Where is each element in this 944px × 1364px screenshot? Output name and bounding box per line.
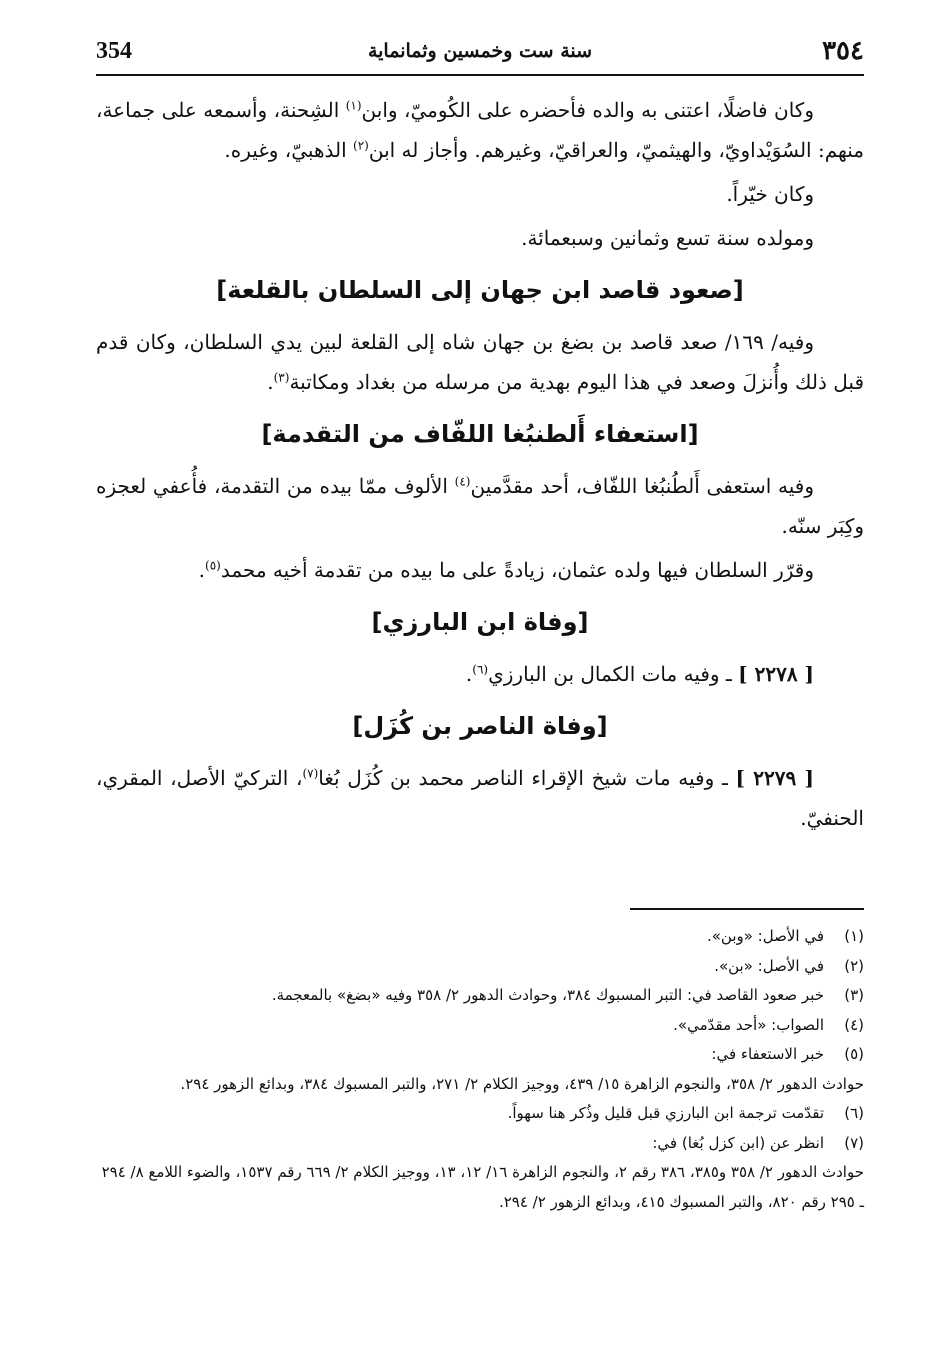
footnote: (٣) خبر صعود القاصد في: التبر المسبوك ٣٨٤، وحوادث الدهور ٢/ ٣٥٨ وفيه «بضغ» بالمعجمة. <box>271 986 864 1004</box>
paragraph: وقرّر السلطان فيها ولده عثمان، زيادةً على ما بيده من تقدمة أخيه محمد$^{(٥)}$. <box>198 558 814 582</box>
footnote-continuation: حوادث الدهور ٢/ ٣٥٨ و٣٨٥، ٣٨٦ رقم ٢، والنجوم الزاهرة ١٦/ ١٢، ١٣، ووجيز الكلام ٢/ ٦٦٩ رقم ١٥٣٧، والضوء اللامع ٨/ ٢٩٤ ـ ٢٩٥ رقم ٨٢٠، والتبر المسبوك ٤١٥، وبدائع الزهور ٢/ ٢٩٤. <box>101 1163 864 1211</box>
footnote: (١) في الأصل: «وبن». <box>706 927 864 945</box>
footnote-ref: (٤) <box>454 474 471 489</box>
paragraph: وفيه/ ١٦٩/ صعد قاصد بن بضغ بن جهان شاه إلى القلعة لبين يدي السلطان، وكان قدم قبل ذلك وأُنزلَ وصعد في هذا اليوم بهدية من مرسله من بغداد ومكاتبة$^{(٣)}$. <box>96 330 864 394</box>
entry-paragraph: [ ٢٢٧٨ ] ـ وفيه مات الكمال بن البارزي$^{(٦)}$. <box>465 662 814 686</box>
footnote-ref: (٢) <box>353 138 369 153</box>
footnote-separator <box>630 908 864 910</box>
paragraph: وفيه استعفى أَلطُنبُغا اللفّاف، أحد مقدَّمين$^{(٤)}$ الألوف ممّا بيده من التقدمة، فأُعفي لعجزه وكِبَر سنّه. <box>96 474 864 538</box>
footnote: (٥) خبر الاستعفاء في: <box>711 1045 864 1063</box>
running-title: سنة ست وخمسين وثمانماية <box>367 40 593 62</box>
running-header <box>96 34 864 76</box>
footnote-continuation: حوادث الدهور ٢/ ٣٥٨، والنجوم الزاهرة ١٥/ ٤٣٩، ووجيز الكلام ٢/ ٢٧١، والتبر المسبوك ٣٨٤، وبدائع الزهور ٢٩٤. <box>180 1074 864 1093</box>
paragraph: وكان خيّراً. <box>726 182 814 206</box>
footnote-ref: (٧) <box>302 766 319 781</box>
entry-number: [ ٢٢٧٨ ] <box>738 662 814 686</box>
footnote-ref: (٥) <box>205 558 221 573</box>
footnote: (٧) انظر عن (ابن كزل بُغا) في: <box>652 1133 864 1152</box>
paragraph: ومولده سنة تسع وثمانين وسبعمائة. <box>521 226 814 250</box>
footnote: (٤) الصواب: «أحد مقدّمي». <box>673 1015 864 1034</box>
page-number-arabic: ٣٥٤ <box>822 36 864 66</box>
section-heading: [صعود قاصد ابن جهان إلى السلطان بالقلعة] <box>216 276 744 304</box>
footnote-ref: (٦) <box>472 662 489 677</box>
section-heading: [وفاة ابن البارزي] <box>371 608 589 636</box>
page-number-latin: 354 <box>96 38 132 64</box>
footnote-ref: (٣) <box>273 370 290 385</box>
footnote: (٦) تقدّمت ترجمة ابن البارزي قبل قليل وذُكر هنا سهواً. <box>507 1104 864 1122</box>
section-heading: [استعفاء أَلطنبُغا اللفّاف من التقدمة] <box>261 420 699 448</box>
entry-number: [ ٢٢٧٩ ] <box>735 766 814 790</box>
main-text <box>96 90 864 842</box>
footnote: (٢) في الأصل: «بن». <box>714 956 864 975</box>
footnote-ref: (١) <box>345 98 362 113</box>
paragraph: وكان فاضلًا، اعتنى به والده فأحضره على الكُوميّ، وابن$^{(١)}$ الشِحنة، وأسمعه على جماعة، منهم: السُوَيْداويّ، والهيثميّ، والعراقيّ، وغيرهم. وأجاز له ابن$^{(٢)}$ الذهبيّ، وغيره. <box>96 98 864 162</box>
footnotes <box>96 922 864 1217</box>
section-heading: [وفاة الناصر بن كُزَل] <box>352 712 608 740</box>
entry-paragraph: [ ٢٢٧٩ ] ـ وفيه مات شيخ الإقراء الناصر محمد بن كُزَل بُغا$^{(٧)}$، التركيّ الأصل، المقري، الحنفيّ. <box>96 766 864 830</box>
